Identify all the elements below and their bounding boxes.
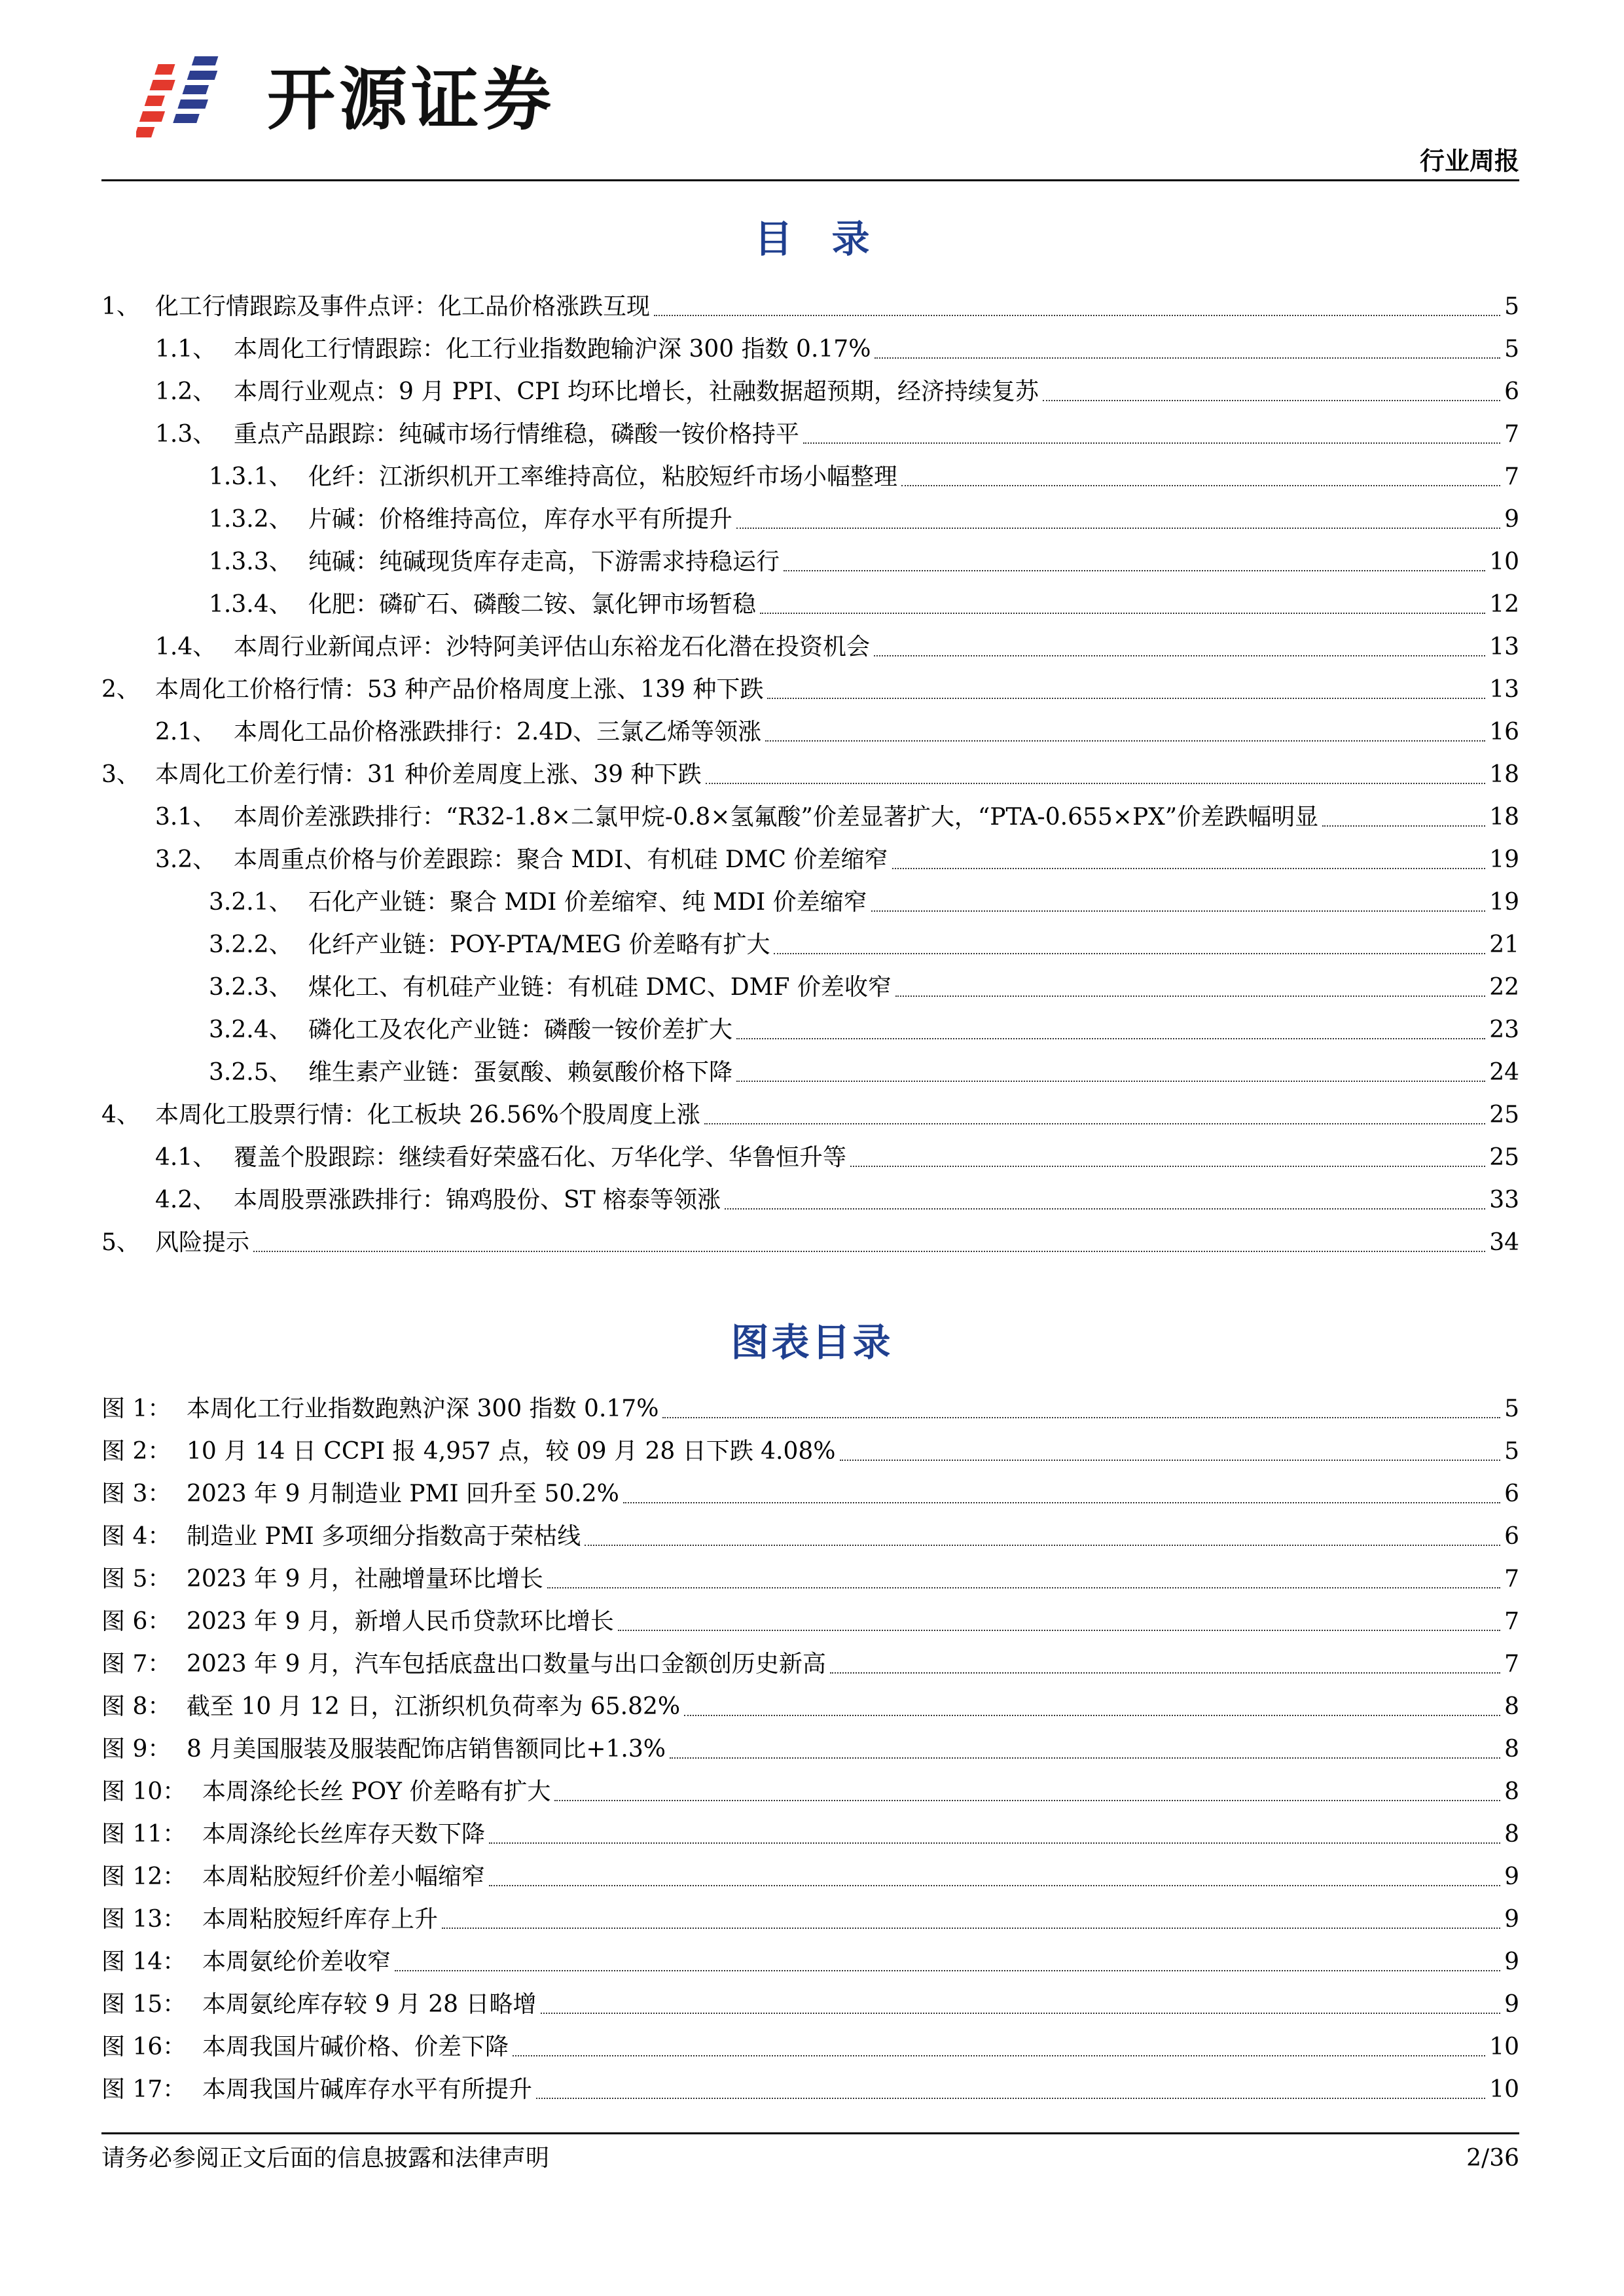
figure-entry-leader bbox=[554, 1800, 1500, 1801]
toc-entry-leader bbox=[760, 613, 1485, 614]
figure-entry[interactable] bbox=[101, 1473, 1519, 1515]
figure-entry-title: 制造业 PMI 多项细分指数高于荣枯线 bbox=[187, 1523, 581, 1550]
figure-entry-title: 本周化工行业指数跑熟沪深 300 指数 0.17% bbox=[187, 1395, 659, 1422]
toc-entry[interactable] bbox=[101, 1051, 1519, 1094]
toc-entry-leader bbox=[253, 1251, 1485, 1252]
toc-entry[interactable] bbox=[101, 796, 1519, 838]
figure-entry-page: 5 bbox=[1504, 1438, 1519, 1465]
toc-entry[interactable] bbox=[101, 370, 1519, 413]
toc-entry-title: 本周化工价差行情：31 种价差周度上涨、39 种下跌 bbox=[155, 761, 702, 788]
toc-entry[interactable] bbox=[101, 541, 1519, 583]
toc-entry-number: 2.1、 bbox=[155, 719, 217, 745]
figure-entry-leader bbox=[684, 1715, 1500, 1716]
toc-entry-number: 3.2.4、 bbox=[209, 1016, 293, 1043]
figure-entry-page: 7 bbox=[1504, 1608, 1519, 1635]
toc-entry-leader bbox=[704, 1123, 1485, 1124]
toc-entry-leader bbox=[1322, 825, 1485, 827]
toc-entry-title: 化纤产业链：POY-PTA/MEG 价差略有扩大 bbox=[308, 931, 770, 958]
toc-entry[interactable] bbox=[101, 285, 1519, 328]
toc-entry-number: 1.3.3、 bbox=[209, 548, 293, 575]
toc-entry-leader bbox=[725, 1208, 1485, 1210]
toc-entry-number: 3、 bbox=[101, 761, 140, 788]
figure-entry[interactable] bbox=[101, 1813, 1519, 1856]
toc-entry-page: 25 bbox=[1489, 1144, 1519, 1171]
toc-entry-number: 4、 bbox=[101, 1102, 140, 1128]
toc-entry-page: 18 bbox=[1489, 761, 1519, 788]
toc-entry-number: 1.4、 bbox=[155, 634, 217, 660]
toc-entry-leader bbox=[767, 698, 1485, 699]
figure-entry-number: 图 4： bbox=[101, 1523, 171, 1550]
toc-entry[interactable] bbox=[101, 328, 1519, 370]
figure-entry-leader bbox=[395, 1970, 1500, 1971]
figure-entry-number: 图 11： bbox=[101, 1821, 187, 1848]
toc-entry[interactable] bbox=[101, 1179, 1519, 1221]
toc-entry-page: 7 bbox=[1504, 463, 1519, 490]
figure-entry-page: 5 bbox=[1504, 1395, 1519, 1422]
figure-entry[interactable] bbox=[101, 1600, 1519, 1643]
toc-entry-number: 1.1、 bbox=[155, 336, 217, 363]
figure-entry-title: 2023 年 9 月，汽车包括底盘出口数量与出口金额创历史新高 bbox=[187, 1651, 826, 1677]
toc-entry[interactable] bbox=[101, 881, 1519, 924]
figure-entry[interactable] bbox=[101, 1388, 1519, 1430]
toc-entry-page: 16 bbox=[1489, 719, 1519, 745]
toc-entry-page: 5 bbox=[1504, 293, 1519, 320]
figure-entry[interactable] bbox=[101, 2068, 1519, 2111]
figure-entry-number: 图 7： bbox=[101, 1651, 171, 1677]
figure-entry-title: 截至 10 月 12 日，江浙织机负荷率为 65.82% bbox=[187, 1693, 681, 1720]
page-number: 2/36 bbox=[1466, 2145, 1519, 2172]
toc-entry-number: 5、 bbox=[101, 1229, 140, 1256]
figure-entry[interactable] bbox=[101, 1898, 1519, 1941]
toc-entry[interactable] bbox=[101, 924, 1519, 966]
figure-list-heading: 图表目录 bbox=[731, 1320, 893, 1365]
toc-entry-page: 25 bbox=[1489, 1102, 1519, 1128]
figure-entry-leader bbox=[547, 1587, 1500, 1588]
figure-entry-leader bbox=[670, 1757, 1500, 1759]
toc-entry-number: 4.2、 bbox=[155, 1187, 217, 1213]
header-divider bbox=[101, 179, 1519, 181]
figure-entry-leader bbox=[662, 1417, 1500, 1418]
toc-entry[interactable] bbox=[101, 668, 1519, 711]
figure-entry-leader bbox=[585, 1545, 1500, 1546]
toc-entry-title: 本周行业新闻点评：沙特阿美评估山东裕龙石化潜在投资机会 bbox=[234, 634, 871, 660]
figure-entry-title: 本周涤纶长丝库存天数下降 bbox=[202, 1821, 486, 1848]
toc-entry-page: 22 bbox=[1489, 974, 1519, 1001]
figure-entry-number: 图 10： bbox=[101, 1778, 187, 1805]
figure-entry-leader bbox=[489, 1842, 1500, 1844]
figure-entry-title: 8 月美国服装及服装配饰店销售额同比+1.3% bbox=[187, 1736, 666, 1763]
figure-entry[interactable] bbox=[101, 1941, 1519, 1983]
figure-entry-number: 图 5： bbox=[101, 1566, 171, 1592]
toc-entry-leader bbox=[784, 570, 1485, 571]
figure-entry-leader bbox=[489, 1885, 1500, 1886]
figure-entry-number: 图 12： bbox=[101, 1863, 187, 1890]
figure-entry-number: 图 13： bbox=[101, 1906, 187, 1933]
toc-entry[interactable] bbox=[101, 838, 1519, 881]
figure-entry-page: 10 bbox=[1489, 2034, 1519, 2060]
toc-entry-leader bbox=[874, 655, 1485, 656]
toc-entry-leader bbox=[706, 783, 1486, 784]
figure-entry-page: 8 bbox=[1504, 1821, 1519, 1848]
toc-entry-number: 3.2.3、 bbox=[209, 974, 293, 1001]
toc-entry-title: 风险提示 bbox=[155, 1229, 250, 1256]
toc-entry-leader bbox=[892, 868, 1486, 869]
figure-entry[interactable] bbox=[101, 1728, 1519, 1770]
toc-entry-page: 23 bbox=[1489, 1016, 1519, 1043]
toc-entry-number: 1、 bbox=[101, 293, 140, 320]
footer-disclaimer: 请务必参阅正文后面的信息披露和法律声明 bbox=[101, 2145, 550, 2172]
figure-entry-page: 9 bbox=[1504, 1948, 1519, 1975]
toc-entry-page: 19 bbox=[1489, 889, 1519, 916]
toc-entry[interactable] bbox=[101, 1094, 1519, 1136]
figure-entry-leader bbox=[536, 2098, 1485, 2099]
toc-entry-title: 本周价差涨跌排行：“R32-1.8×二氯甲烷-0.8×氢氟酸”价差显著扩大，“PTA-0.655×PX”价差跌幅明显 bbox=[234, 804, 1319, 831]
figure-entry-title: 本周粘胶短纤库存上升 bbox=[202, 1906, 439, 1933]
figure-entry[interactable] bbox=[101, 1685, 1519, 1728]
toc-entry[interactable] bbox=[101, 626, 1519, 668]
toc-entry-title: 磷化工及农化产业链：磷酸一铵价差扩大 bbox=[308, 1016, 733, 1043]
toc-entry-page: 12 bbox=[1489, 591, 1519, 618]
toc-entry-leader bbox=[875, 357, 1500, 359]
figure-entry-leader bbox=[442, 1928, 1500, 1929]
toc-entry-title: 本周行业观点：9 月 PPI、CPI 均环比增长，社融数据超预期，经济持续复苏 bbox=[234, 378, 1039, 405]
figure-entry[interactable] bbox=[101, 1770, 1519, 1813]
toc-entry-leader bbox=[1043, 400, 1500, 401]
toc-list bbox=[101, 285, 1519, 1264]
toc-entry-number: 1.3.4、 bbox=[209, 591, 293, 618]
toc-entry-leader bbox=[895, 996, 1485, 997]
toc-entry[interactable] bbox=[101, 413, 1519, 456]
figure-entry-leader bbox=[830, 1672, 1500, 1674]
figure-entry-page: 10 bbox=[1489, 2076, 1519, 2103]
figure-entry[interactable] bbox=[101, 1515, 1519, 1558]
toc-entry-title: 重点产品跟踪：纯碱市场行情维稳，磷酸一铵价格持平 bbox=[234, 421, 800, 448]
figure-entry[interactable] bbox=[101, 1856, 1519, 1898]
figure-entry-title: 10 月 14 日 CCPI 报 4,957 点，较 09 月 28 日下跌 4.08% bbox=[187, 1438, 836, 1465]
figure-entry-page: 9 bbox=[1504, 1906, 1519, 1933]
figure-entry-title: 本周我国片碱价格、价差下降 bbox=[202, 2034, 509, 2060]
figure-entry-leader bbox=[623, 1502, 1500, 1503]
toc-entry-title: 覆盖个股跟踪：继续看好荣盛石化、万华化学、华鲁恒升等 bbox=[234, 1144, 847, 1171]
toc-entry-page: 6 bbox=[1504, 378, 1519, 405]
toc-entry-leader bbox=[736, 528, 1500, 529]
toc-entry-page: 34 bbox=[1489, 1229, 1519, 1256]
toc-entry-leader bbox=[736, 1038, 1485, 1039]
figure-entry-page: 8 bbox=[1504, 1736, 1519, 1763]
figure-entry-title: 本周氨纶价差收窄 bbox=[202, 1948, 391, 1975]
toc-entry[interactable] bbox=[101, 966, 1519, 1009]
toc-entry-number: 1.3.2、 bbox=[209, 506, 293, 533]
toc-entry-leader bbox=[774, 953, 1485, 954]
logo-text: 开源证券 bbox=[267, 60, 556, 139]
toc-entry-page: 5 bbox=[1504, 336, 1519, 363]
figure-entry-number: 图 1： bbox=[101, 1395, 171, 1422]
toc-entry-page: 33 bbox=[1489, 1187, 1519, 1213]
toc-entry-page: 13 bbox=[1489, 634, 1519, 660]
toc-entry-title: 本周股票涨跌排行：锦鸡股份、ST 榕泰等领涨 bbox=[234, 1187, 721, 1213]
report-type: 行业周报 bbox=[1419, 146, 1519, 175]
figure-entry-title: 本周我国片碱库存水平有所提升 bbox=[202, 2076, 533, 2103]
toc-entry[interactable] bbox=[101, 711, 1519, 753]
toc-entry-leader bbox=[871, 910, 1486, 912]
toc-entry-number: 1.2、 bbox=[155, 378, 217, 405]
toc-entry-page: 10 bbox=[1489, 548, 1519, 575]
toc-entry-title: 维生素产业链：蛋氨酸、赖氨酸价格下降 bbox=[308, 1059, 733, 1086]
toc-entry[interactable] bbox=[101, 498, 1519, 541]
figure-entry-page: 6 bbox=[1504, 1523, 1519, 1550]
footer-divider bbox=[101, 2132, 1519, 2134]
figure-entry-title: 本周氨纶库存较 9 月 28 日略增 bbox=[202, 1991, 537, 2018]
toc-entry-number: 3.2、 bbox=[155, 846, 217, 873]
toc-entry-title: 化工行情跟踪及事件点评：化工品价格涨跌互现 bbox=[155, 293, 651, 320]
figure-entry-title: 2023 年 9 月制造业 PMI 回升至 50.2% bbox=[187, 1480, 619, 1507]
figure-entry-number: 图 16： bbox=[101, 2034, 187, 2060]
toc-entry-title: 本周化工品价格涨跌排行：2.4D、三氯乙烯等领涨 bbox=[234, 719, 762, 745]
toc-entry-title: 片碱：价格维持高位，库存水平有所提升 bbox=[308, 506, 733, 533]
figure-entry-number: 图 17： bbox=[101, 2076, 187, 2103]
toc-entry-number: 3.1、 bbox=[155, 804, 217, 831]
toc-entry-number: 3.2.2、 bbox=[209, 931, 293, 958]
toc-entry-page: 7 bbox=[1504, 421, 1519, 448]
toc-entry-leader bbox=[901, 485, 1500, 486]
toc-entry-page: 9 bbox=[1504, 506, 1519, 533]
toc-entry-title: 煤化工、有机硅产业链：有机硅 DMC、DMF 价差收窄 bbox=[308, 974, 892, 1001]
toc-entry[interactable] bbox=[101, 456, 1519, 498]
toc-entry-leader bbox=[765, 740, 1485, 742]
figure-list bbox=[101, 1388, 1519, 2111]
toc-entry[interactable] bbox=[101, 1136, 1519, 1179]
toc-entry-title: 本周重点价格与价差跟踪：聚合 MDI、有机硅 DMC 价差缩窄 bbox=[234, 846, 888, 873]
figure-entry-number: 图 8： bbox=[101, 1693, 171, 1720]
figure-entry[interactable] bbox=[101, 1983, 1519, 2026]
toc-entry-number: 2、 bbox=[101, 676, 140, 703]
toc-entry-number: 1.3、 bbox=[155, 421, 217, 448]
toc-entry-number: 3.2.1、 bbox=[209, 889, 293, 916]
toc-entry[interactable] bbox=[101, 583, 1519, 626]
figure-entry-leader bbox=[840, 1460, 1501, 1461]
toc-entry-number: 4.1、 bbox=[155, 1144, 217, 1171]
toc-entry-page: 18 bbox=[1489, 804, 1519, 831]
figure-entry-number: 图 9： bbox=[101, 1736, 171, 1763]
toc-entry-number: 3.2.5、 bbox=[209, 1059, 293, 1086]
figure-entry-title: 2023 年 9 月，社融增量环比增长 bbox=[187, 1566, 543, 1592]
toc-entry-title: 石化产业链：聚合 MDI 价差缩窄、纯 MDI 价差缩窄 bbox=[308, 889, 867, 916]
toc-entry-title: 本周化工价格行情：53 种产品价格周度上涨、139 种下跌 bbox=[155, 676, 764, 703]
toc-entry-page: 24 bbox=[1489, 1059, 1519, 1086]
toc-entry-leader bbox=[654, 315, 1500, 316]
figure-entry-number: 图 3： bbox=[101, 1480, 171, 1507]
toc-heading: 目录 bbox=[754, 217, 909, 261]
figure-entry-page: 8 bbox=[1504, 1778, 1519, 1805]
toc-entry-title: 化纤：江浙织机开工率维持高位，粘胶短纤市场小幅整理 bbox=[308, 463, 898, 490]
figure-entry-number: 图 6： bbox=[101, 1608, 171, 1635]
figure-entry-number: 图 15： bbox=[101, 1991, 187, 2018]
figure-entry-title: 2023 年 9 月，新增人民币贷款环比增长 bbox=[187, 1608, 614, 1635]
toc-entry-page: 13 bbox=[1489, 676, 1519, 703]
figure-entry[interactable] bbox=[101, 2026, 1519, 2068]
toc-entry[interactable] bbox=[101, 1009, 1519, 1051]
toc-entry[interactable] bbox=[101, 753, 1519, 796]
figure-entry-number: 图 2： bbox=[101, 1438, 171, 1465]
toc-entry-title: 本周化工行情跟踪：化工行业指数跑输沪深 300 指数 0.17% bbox=[234, 336, 871, 363]
toc-entry-title: 本周化工股票行情：化工板块 26.56%个股周度上涨 bbox=[155, 1102, 700, 1128]
figure-entry[interactable] bbox=[101, 1643, 1519, 1685]
figure-entry-page: 7 bbox=[1504, 1651, 1519, 1677]
logo-mark-icon bbox=[136, 51, 247, 149]
toc-entry-leader bbox=[850, 1166, 1485, 1167]
figure-entry-number: 图 14： bbox=[101, 1948, 187, 1975]
toc-entry-number: 1.3.1、 bbox=[209, 463, 293, 490]
figure-entry-leader bbox=[513, 2055, 1485, 2056]
figure-entry-page: 9 bbox=[1504, 1991, 1519, 2018]
figure-entry-title: 本周涤纶长丝 POY 价差略有扩大 bbox=[202, 1778, 551, 1805]
toc-entry-title: 化肥：磷矿石、磷酸二铵、氯化钾市场暂稳 bbox=[308, 591, 757, 618]
toc-entry-page: 21 bbox=[1489, 931, 1519, 958]
figure-entry-page: 6 bbox=[1504, 1480, 1519, 1507]
figure-entry-page: 8 bbox=[1504, 1693, 1519, 1720]
toc-entry-leader bbox=[736, 1081, 1485, 1082]
figure-entry[interactable] bbox=[101, 1558, 1519, 1600]
figure-entry-leader bbox=[541, 2013, 1501, 2014]
figure-entry[interactable] bbox=[101, 1430, 1519, 1473]
company-logo bbox=[136, 51, 607, 149]
toc-entry-leader bbox=[803, 442, 1500, 444]
figure-entry-leader bbox=[618, 1630, 1500, 1631]
figure-entry-page: 7 bbox=[1504, 1566, 1519, 1592]
figure-entry-title: 本周粘胶短纤价差小幅缩窄 bbox=[202, 1863, 486, 1890]
toc-entry-page: 19 bbox=[1489, 846, 1519, 873]
toc-entry[interactable] bbox=[101, 1221, 1519, 1264]
toc-entry-title: 纯碱：纯碱现货库存走高，下游需求持稳运行 bbox=[308, 548, 780, 575]
figure-entry-page: 9 bbox=[1504, 1863, 1519, 1890]
